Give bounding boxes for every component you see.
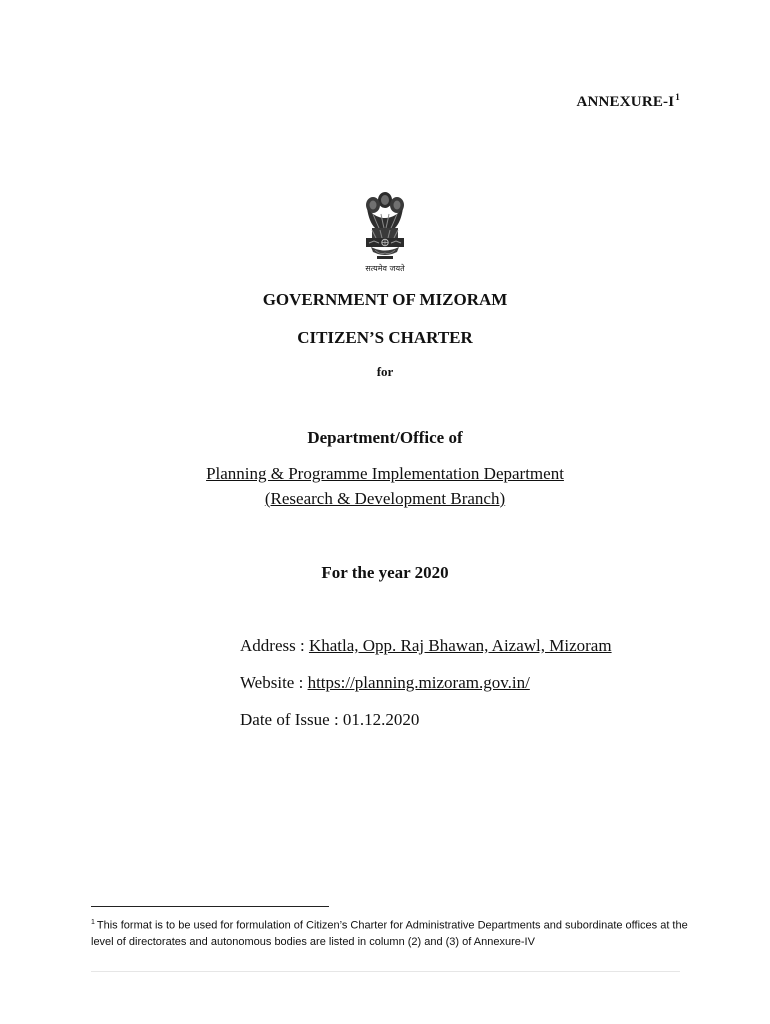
- date-of-issue-line: [240, 710, 419, 730]
- website-label: Website :: [240, 673, 308, 692]
- annexure-text: ANNEXURE-I: [576, 94, 675, 110]
- year-line: For the year 2020: [321, 563, 449, 582]
- department-name: Planning & Programme Implementation Department: [206, 464, 564, 483]
- state-emblem-icon: [355, 188, 415, 264]
- emblem-motto: सत्यमेव जयते: [365, 264, 405, 273]
- department-label: Department/Office of: [307, 428, 463, 447]
- footnote-number: 1: [91, 919, 95, 926]
- address-line: [240, 636, 612, 656]
- department-branch: (Research & Development Branch): [264, 489, 506, 508]
- footnote-divider: [91, 906, 329, 907]
- address-value: Khatla, Opp. Raj Bhawan, Aizawl, Mizoram: [308, 636, 612, 655]
- footnote: [91, 915, 691, 950]
- annexure-label: [576, 92, 680, 111]
- annexure-footnote-ref: 1: [675, 92, 680, 102]
- date-label: Date of Issue :: [240, 710, 343, 729]
- government-title: GOVERNMENT OF MIZORAM: [262, 290, 508, 309]
- footnote-text: This format is to be used for formulation of Citizen’s Charter for Administrative Departments and subordinate offices at the level of directorates and autonomous bodies are listed in column (2) and (3) of Annexure-IV: [91, 919, 688, 948]
- for-word: for: [376, 364, 394, 379]
- page-bottom-divider: [91, 971, 680, 972]
- website-link[interactable]: https://planning.mizoram.gov.in/: [307, 673, 530, 692]
- website-line: [240, 673, 530, 693]
- state-emblem: [355, 188, 415, 278]
- date-value: 01.12.2020: [342, 710, 420, 729]
- address-label: Address :: [240, 636, 309, 655]
- charter-title: CITIZEN’S CHARTER: [297, 328, 473, 347]
